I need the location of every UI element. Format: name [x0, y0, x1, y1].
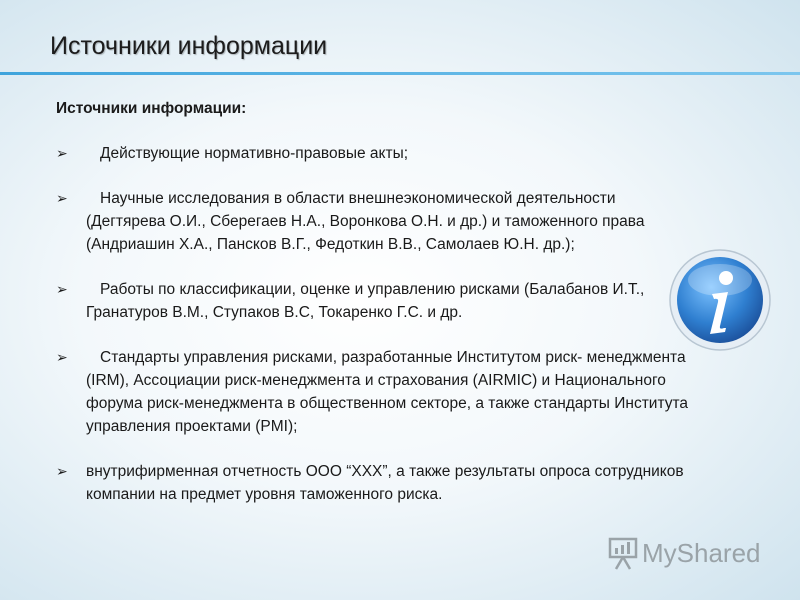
- bullet-arrow-icon: ➢: [56, 145, 68, 161]
- item-lead: Научные исследования в области внешнеэкономической деятельности: [100, 190, 616, 207]
- list-item: [56, 142, 696, 165]
- watermark-text: MyShared: [642, 537, 761, 568]
- content-heading: Источники информации:: [56, 100, 247, 117]
- watermark: [608, 536, 761, 570]
- list-item: [56, 460, 696, 506]
- slide-title: Источники информации: [50, 32, 328, 60]
- item-rest: (Балабанов И.Т., Гранатуров В.М., Ступаков В.С, Токаренко Г.С. и др.: [86, 281, 645, 321]
- list-item: [56, 278, 696, 324]
- bullet-arrow-icon: ➢: [56, 463, 68, 479]
- content-block: [56, 97, 696, 528]
- bullet-arrow-icon: ➢: [56, 190, 68, 206]
- item-lead: Стандарты управления рисками, разработанные Институтом риск-: [100, 349, 583, 366]
- item-rest: сотрудников компании на предмет уровня таможенного риска.: [86, 463, 684, 503]
- bullet-arrow-icon: ➢: [56, 281, 68, 297]
- list-item: [56, 187, 696, 256]
- info-icon: [668, 248, 772, 352]
- list-item: [56, 346, 696, 438]
- bullet-arrow-icon: ➢: [56, 349, 68, 365]
- item-rest: (Дегтярева О.И., Сберегаев Н.А., Воронкова О.Н. и др.) и таможенного права (Андриашин Х.А., Пансков В.Г., Федоткин В.В., Самолаев Ю.Н. др.);: [86, 213, 645, 253]
- item-lead: Работы по классификации, оценке и управлению рисками: [100, 281, 520, 298]
- item-rest: менеджмента (IRM), Ассоциации риск-менеджмента и страхования (AIRMIC) и Национального форума риск-менеджмента в общественном секторе, а также стандарты Института управления проектами (PMI);: [86, 349, 689, 435]
- title-rule: [0, 72, 800, 75]
- item-lead: Действующие нормативно-правовые акты;: [100, 145, 409, 162]
- presentation-board-icon: [608, 536, 638, 570]
- item-lead: внутрифирменная отчетность ООО “XXX”, а также результаты опроса: [86, 463, 591, 480]
